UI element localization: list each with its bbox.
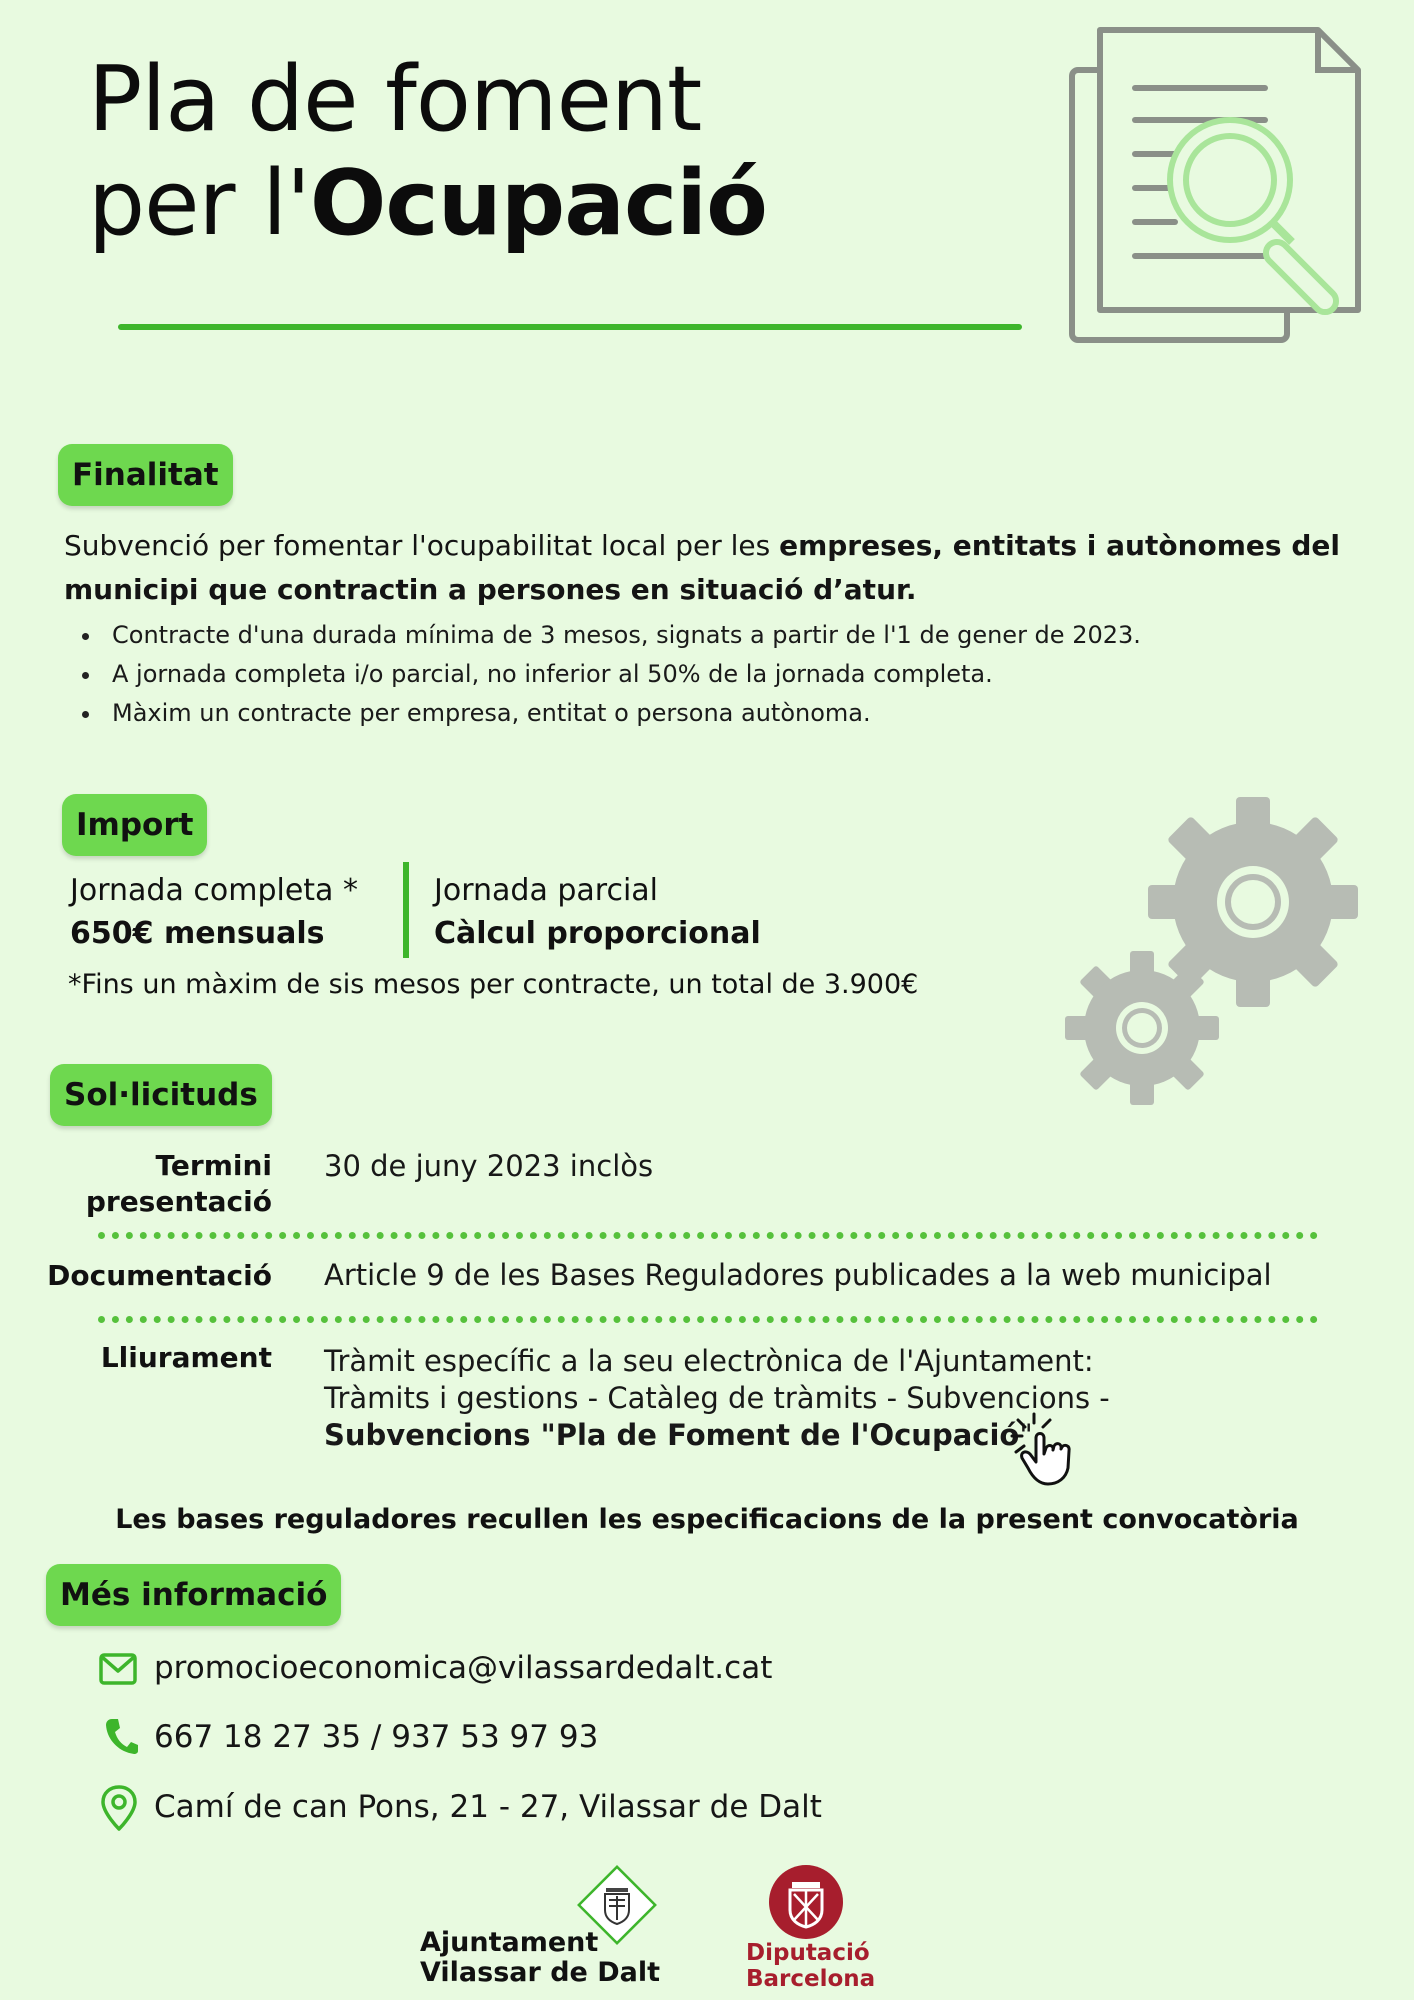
import-divider bbox=[403, 862, 409, 958]
mail-icon bbox=[98, 1652, 138, 1686]
hand-pointer-icon bbox=[1008, 1412, 1088, 1488]
termini-label: Termini presentació bbox=[85, 1149, 272, 1218]
part-time-label: Jornada parcial bbox=[434, 873, 659, 908]
list-item: Contracte d'una durada mínima de 3 mesos, signats a partir de l'1 de gener de 2023. bbox=[64, 616, 1364, 655]
gears-icon bbox=[1060, 790, 1380, 1120]
ajuntament-logo-text: Ajuntament Vilassar de Dalt bbox=[420, 1927, 661, 1988]
phone-icon bbox=[104, 1716, 140, 1756]
divider-1 bbox=[98, 1232, 1318, 1239]
lliurament-value: Tràmit específic a la seu electrònica de l'Ajuntament: Tràmits i gestions - Catàleg de tràmits - Subvencions - Subvencions "Pla de Foment de l'Ocupació" bbox=[324, 1344, 1110, 1452]
list-item: A jornada completa i/o parcial, no inferior al 50% de la jornada completa. bbox=[64, 655, 1364, 694]
finalitat-intro: Subvenció per fomentar l'ocupabilitat local per les empreses, entitats i autònomes del municipi que contractin a persones en situació d’atur. bbox=[64, 529, 1340, 606]
documentacio-label: Documentació bbox=[47, 1259, 272, 1292]
diputacio-crest-icon bbox=[766, 1862, 846, 1942]
finalitat-bullets bbox=[64, 616, 1364, 733]
location-pin-icon bbox=[98, 1784, 140, 1832]
bases-note: Les bases reguladores recullen les especificacions de la present convocatòria bbox=[115, 1504, 1299, 1535]
title-line-1: Pla de foment bbox=[88, 47, 702, 152]
document-search-icon bbox=[1060, 20, 1410, 350]
mes-informacio-heading: Més informació bbox=[46, 1564, 341, 1626]
phone-number[interactable]: 667 18 27 35 / 937 53 97 93 bbox=[154, 1719, 599, 1755]
full-time-value: 650€ mensuals bbox=[70, 916, 325, 951]
lliurament-label: Lliurament bbox=[100, 1341, 272, 1374]
part-time-value: Càlcul proporcional bbox=[434, 916, 761, 951]
full-time-label: Jornada completa * bbox=[70, 873, 358, 908]
termini-value: 30 de juny 2023 inclòs bbox=[324, 1149, 654, 1183]
email-link[interactable]: promocioeconomica@vilassardedalt.cat bbox=[154, 1650, 773, 1686]
import-heading: Import bbox=[62, 794, 207, 856]
diputacio-logo-text: Diputació Barcelona bbox=[746, 1940, 876, 1992]
import-note: *Fins un màxim de sis mesos per contracte, un total de 3.900€ bbox=[68, 969, 919, 1000]
title-line-2: per l'Ocupació bbox=[88, 151, 767, 256]
tramit-link[interactable]: Pla de Foment de l'Ocupació bbox=[555, 1418, 1020, 1452]
list-item: Màxim un contracte per empresa, entitat o persona autònoma. bbox=[64, 694, 1364, 733]
address: Camí de can Pons, 21 - 27, Vilassar de Dalt bbox=[154, 1789, 822, 1825]
title-underline bbox=[118, 324, 1022, 330]
sollicituds-heading: Sol·licituds bbox=[50, 1064, 272, 1126]
documentacio-value: Article 9 de les Bases Reguladores publicades a la web municipal bbox=[324, 1258, 1272, 1292]
finalitat-heading: Finalitat bbox=[58, 444, 233, 506]
divider-2 bbox=[98, 1316, 1318, 1323]
page-title bbox=[88, 48, 767, 256]
